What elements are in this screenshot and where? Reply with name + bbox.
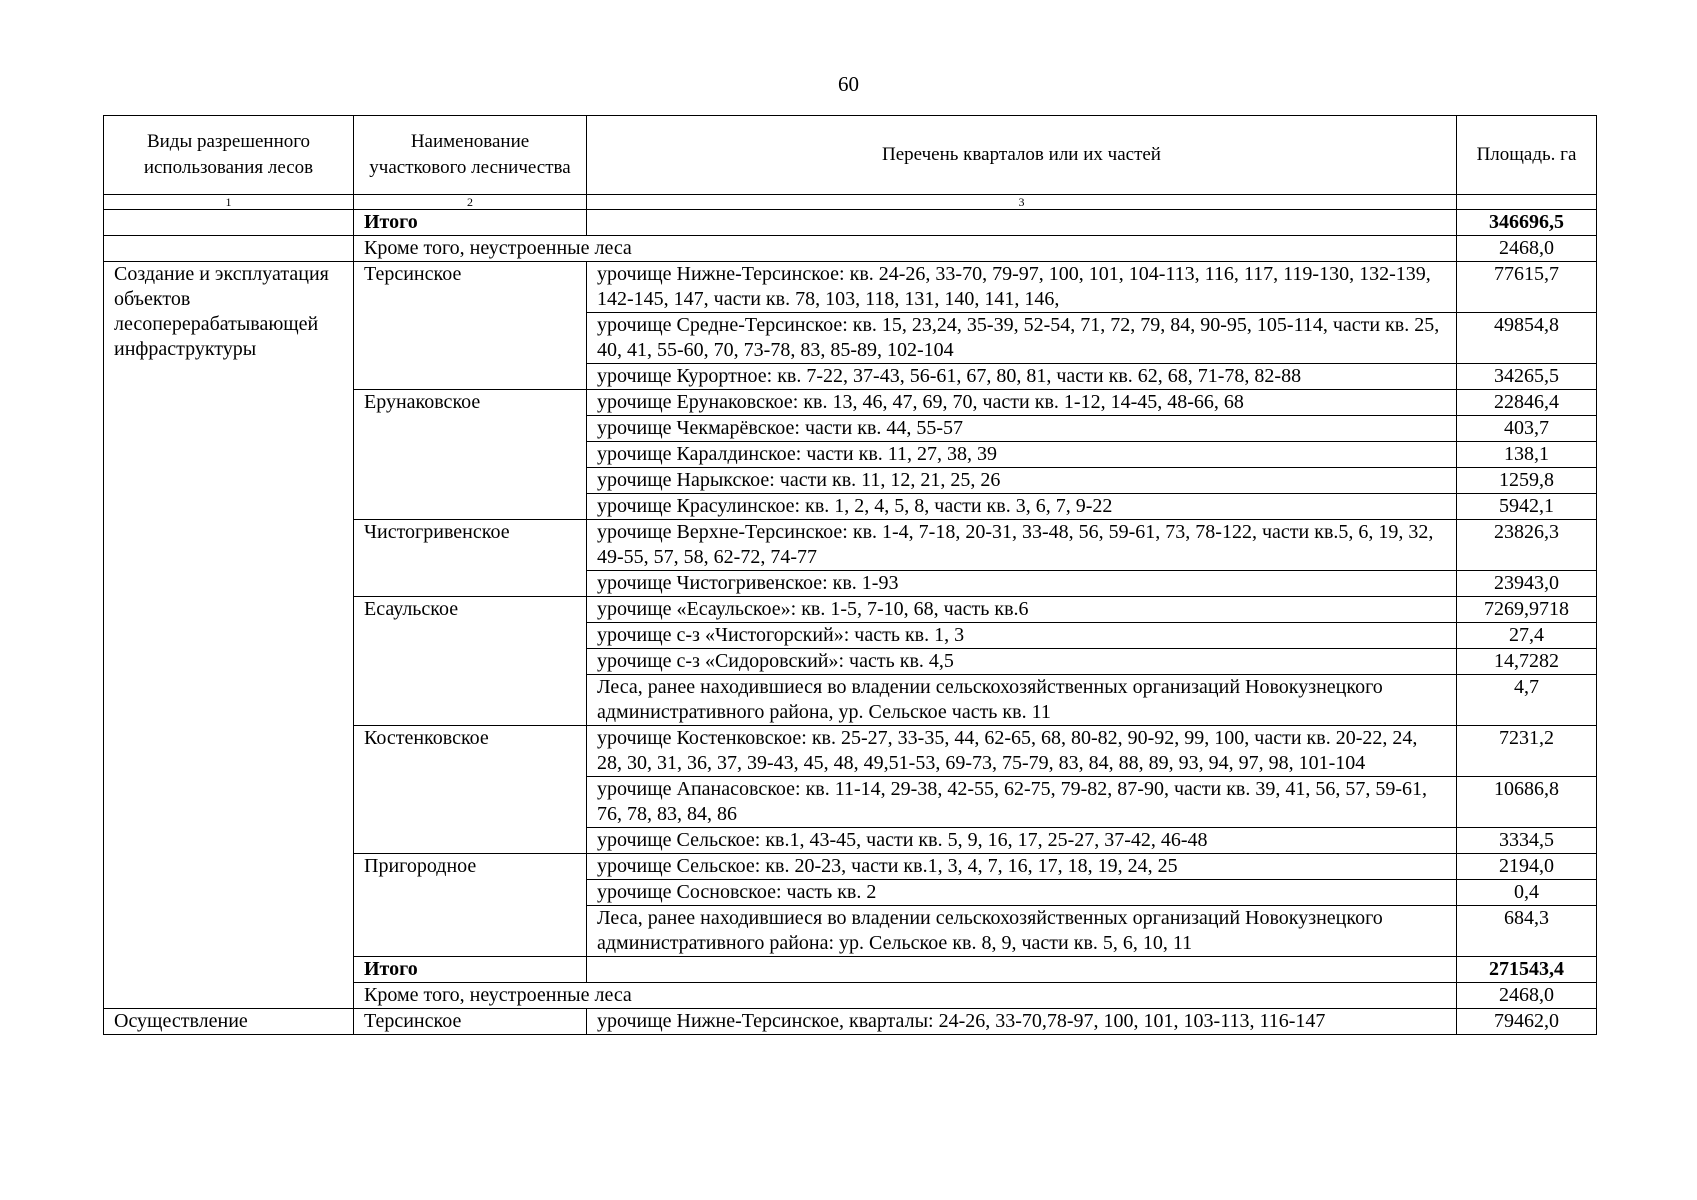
area-cell: 7269,9718 bbox=[1457, 597, 1597, 623]
empty-cell bbox=[104, 210, 354, 236]
unorganized-label: Кроме того, неустроенные леса bbox=[354, 236, 1457, 262]
table-body bbox=[104, 210, 1597, 1035]
quarters-cell: урочище Апанасовское: кв. 11-14, 29-38, 42-55, 62-75, 79-82, 87-90, части кв. 39, 41, 56, 57, 59-61, 76, 78, 83, 84, 86 bbox=[587, 777, 1457, 828]
quarters-cell: урочище Каралдинское: части кв. 11, 27, 38, 39 bbox=[587, 442, 1457, 468]
area-cell: 79462,0 bbox=[1457, 1009, 1597, 1035]
column-number-row bbox=[104, 195, 1597, 210]
area-cell: 5942,1 bbox=[1457, 494, 1597, 520]
quarters-cell: урочище Нарыкское: части кв. 11, 12, 21, 25, 26 bbox=[587, 468, 1457, 494]
area-cell: 684,3 bbox=[1457, 906, 1597, 957]
quarters-cell: урочище Сосновское: часть кв. 2 bbox=[587, 880, 1457, 906]
header-row bbox=[104, 116, 1597, 195]
column-number: 3 bbox=[587, 195, 1457, 210]
unorganized-label: Кроме того, неустроенные леса bbox=[354, 983, 1457, 1009]
area-cell: 14,7282 bbox=[1457, 649, 1597, 675]
quarters-cell: урочище с-з «Чистогорский»: часть кв. 1, 3 bbox=[587, 623, 1457, 649]
empty-cell bbox=[587, 957, 1457, 983]
empty-cell bbox=[587, 210, 1457, 236]
unorganized-value: 2468,0 bbox=[1457, 236, 1597, 262]
forestry-cell: Костенковское bbox=[354, 726, 587, 854]
header-use-type: Виды разрешенного использования лесов bbox=[104, 116, 354, 195]
area-cell: 23943,0 bbox=[1457, 571, 1597, 597]
area-cell: 27,4 bbox=[1457, 623, 1597, 649]
quarters-cell: урочище с-з «Сидоровский»: часть кв. 4,5 bbox=[587, 649, 1457, 675]
area-cell: 49854,8 bbox=[1457, 313, 1597, 364]
header-quarters: Перечень кварталов или их частей bbox=[587, 116, 1457, 195]
quarters-cell: урочище Чистогривенское: кв. 1-93 bbox=[587, 571, 1457, 597]
total-row bbox=[104, 210, 1597, 236]
forestry-cell: Есаульское bbox=[354, 597, 587, 726]
column-number bbox=[1457, 195, 1597, 210]
unorganized-value: 2468,0 bbox=[1457, 983, 1597, 1009]
forestry-cell: Чистогривенское bbox=[354, 520, 587, 597]
quarters-cell: урочище Костенковское: кв. 25-27, 33-35, 44, 62-65, 68, 80-82, 90-92, 99, 100, части кв. 20-22, 24, 28, 30, 31, 36, 37, 39-43, 45, 48, 49,51-53, 69-73, 75-79, 83, 84, 88, 89, 93, 94, 97, 98, 101-104 bbox=[587, 726, 1457, 777]
quarters-cell: урочище Нижне-Терсинское: кв. 24-26, 33-70, 79-97, 100, 101, 104-113, 116, 117, 119-130, 132-139, 142-145, 147, части кв. 78, 103, 118, 131, 140, 141, 146, bbox=[587, 262, 1457, 313]
use-type-cell: Создание и эксплуатация объектов лесоперерабатывающей инфраструктуры bbox=[104, 262, 354, 1009]
forestry-cell: Пригородное bbox=[354, 854, 587, 957]
forestry-cell: Терсинское bbox=[354, 1009, 587, 1035]
header-forestry: Наименование участкового лесничества bbox=[354, 116, 587, 195]
area-cell: 4,7 bbox=[1457, 675, 1597, 726]
forestry-cell: Ерунаковское bbox=[354, 390, 587, 520]
quarters-cell: урочище Красулинское: кв. 1, 2, 4, 5, 8, части кв. 3, 6, 7, 9-22 bbox=[587, 494, 1457, 520]
quarters-cell: урочище Ерунаковское: кв. 13, 46, 47, 69, 70, части кв. 1-12, 14-45, 48-66, 68 bbox=[587, 390, 1457, 416]
empty-cell bbox=[104, 236, 354, 262]
quarters-cell: Леса, ранее находившиеся во владении сельскохозяйственных организаций Новокузнецкого административного района: ур. Сельское кв. 8, 9, части кв. 5, 6, 10, 11 bbox=[587, 906, 1457, 957]
quarters-cell: урочище «Есаульское»: кв. 1-5, 7-10, 68, часть кв.6 bbox=[587, 597, 1457, 623]
area-cell: 0,4 bbox=[1457, 880, 1597, 906]
quarters-cell: урочище Курортное: кв. 7-22, 37-43, 56-61, 67, 80, 81, части кв. 62, 68, 71-78, 82-88 bbox=[587, 364, 1457, 390]
use-type-cell: Осуществление bbox=[104, 1009, 354, 1035]
quarters-cell: урочище Нижне-Терсинское, кварталы: 24-26, 33-70,78-97, 100, 101, 103-113, 116-147 bbox=[587, 1009, 1457, 1035]
total-value: 346696,5 bbox=[1457, 210, 1597, 236]
quarters-cell: урочище Чекмарёвское: части кв. 44, 55-57 bbox=[587, 416, 1457, 442]
area-cell: 7231,2 bbox=[1457, 726, 1597, 777]
area-cell: 403,7 bbox=[1457, 416, 1597, 442]
total-label: Итого bbox=[354, 957, 587, 983]
area-cell: 1259,8 bbox=[1457, 468, 1597, 494]
area-cell: 77615,7 bbox=[1457, 262, 1597, 313]
table-row bbox=[104, 262, 1597, 313]
area-cell: 22846,4 bbox=[1457, 390, 1597, 416]
total-value: 271543,4 bbox=[1457, 957, 1597, 983]
area-cell: 2194,0 bbox=[1457, 854, 1597, 880]
unorganized-row bbox=[104, 236, 1597, 262]
area-cell: 138,1 bbox=[1457, 442, 1597, 468]
header-area: Площадь. га bbox=[1457, 116, 1597, 195]
quarters-cell: урочище Верхне-Терсинское: кв. 1-4, 7-18, 20-31, 33-48, 56, 59-61, 73, 78-122, части кв.5, 6, 19, 32, 49-55, 57, 58, 62-72, 74-77 bbox=[587, 520, 1457, 571]
area-cell: 10686,8 bbox=[1457, 777, 1597, 828]
page-number: 60 bbox=[838, 72, 859, 96]
column-number: 1 bbox=[104, 195, 354, 210]
forestry-cell: Терсинское bbox=[354, 262, 587, 390]
area-cell: 3334,5 bbox=[1457, 828, 1597, 854]
total-label: Итого bbox=[354, 210, 587, 236]
column-number: 2 bbox=[354, 195, 587, 210]
quarters-cell: урочище Сельское: кв. 20-23, части кв.1, 3, 4, 7, 16, 17, 18, 19, 24, 25 bbox=[587, 854, 1457, 880]
area-cell: 23826,3 bbox=[1457, 520, 1597, 571]
table-row bbox=[104, 1009, 1597, 1035]
area-cell: 34265,5 bbox=[1457, 364, 1597, 390]
quarters-cell: урочище Сельское: кв.1, 43-45, части кв. 5, 9, 16, 17, 25-27, 37-42, 46-48 bbox=[587, 828, 1457, 854]
forest-use-table bbox=[103, 115, 1597, 1035]
quarters-cell: Леса, ранее находившиеся во владении сельскохозяйственных организаций Новокузнецкого административного района, ур. Сельское часть кв. 11 bbox=[587, 675, 1457, 726]
quarters-cell: урочище Средне-Терсинское: кв. 15, 23,24, 35-39, 52-54, 71, 72, 79, 84, 90-95, 105-114, части кв. 25, 40, 41, 55-60, 70, 73-78, 83, 85-89, 102-104 bbox=[587, 313, 1457, 364]
